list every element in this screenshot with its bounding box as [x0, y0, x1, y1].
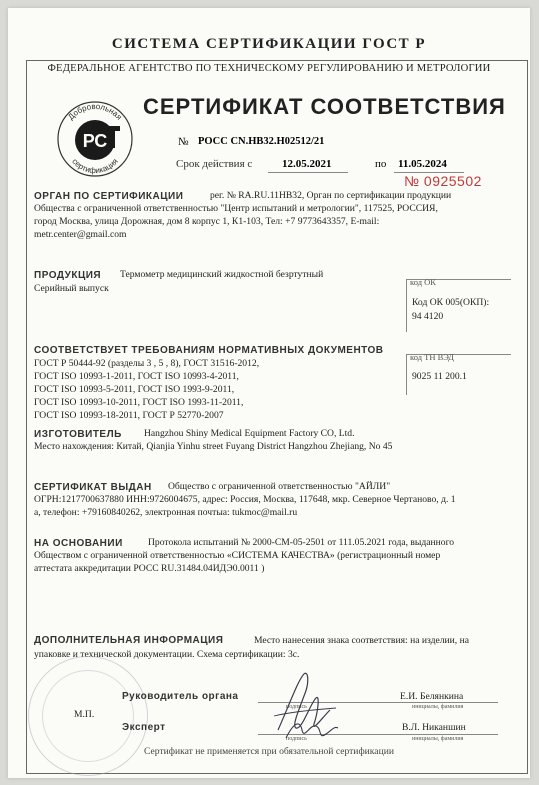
- expert-signature: [284, 716, 340, 746]
- ok-code-box-label: код ОК: [410, 277, 436, 287]
- seal-place-label: М.П.: [74, 709, 95, 720]
- standard-line: ГОСТ ISO 10993-10-2011, ГОСТ ISO 1993-11-2011,: [34, 397, 244, 408]
- valid-to-label: по: [375, 158, 387, 170]
- valid-to-date: 11.05.2024: [398, 158, 447, 170]
- issued-heading: СЕРТИФИКАТ ВЫДАН: [34, 482, 152, 493]
- number-sign: №: [178, 136, 189, 148]
- standard-line: ГОСТ ISO 10993-1-2011, ГОСТ ISO 10993-4-2011,: [34, 371, 239, 382]
- sign-caption: подпись: [286, 736, 307, 742]
- manufacturer-address: Место нахождения: Китай, Qianjia Yinhu street Fuyang District Hangzhou Zhejiang, No 45: [34, 441, 393, 452]
- product-serial: Серийный выпуск: [34, 283, 109, 294]
- additional-info-line: Место нанесения знака соответствия: на изделии, на: [254, 635, 469, 646]
- basis-heading: НА ОСНОВАНИИ: [34, 538, 123, 549]
- head-name: Е.И. Белянкина: [400, 691, 464, 702]
- standard-line: ГОСТ ISO 10993-18-2011, ГОСТ Р 52770-2007: [34, 410, 224, 421]
- basis-line: Протокола испытаний № 2000-СМ-05-2501 от 111.05.2021 года, выданного: [148, 537, 455, 548]
- basis-line: аттестата аккредитации РОСС RU.31484.04ИДЭ0.0011 ): [34, 563, 265, 574]
- standard-line: ГОСТ ISO 10993-5-2011, ГОСТ ISO 1993-9-2011,: [34, 384, 235, 395]
- rst-logo: [56, 100, 134, 178]
- valid-from-date: 12.05.2021: [282, 158, 332, 170]
- organ-line: рег. № RA.RU.11НВ32, Орган по сертификации продукции: [210, 190, 452, 201]
- organ-line: город Москва, улица Дорожная, дом 8 корпус 1, К1-103, Тел: +7 9773643357, E-mail:: [34, 216, 380, 227]
- svg-text:РС: РС: [82, 131, 108, 151]
- tnved-box-label: код ТН ВЭД: [410, 352, 454, 362]
- ok-code-value: 94 4120: [412, 311, 444, 322]
- organ-line: Общества с ограниченной ответственностью "Центр испытаний и метрологии", 117525, РОССИЯ,: [34, 203, 438, 214]
- product-name: Термометр медицинский жидкостной безртутный: [120, 269, 324, 280]
- expert-label: Эксперт: [122, 722, 166, 733]
- issued-line: а, телефон: +79160840262, электронная почтыа: tukmoc@mail.ru: [34, 507, 298, 518]
- sign-caption: подпись: [286, 704, 307, 710]
- conformity-heading: СООТВЕТСТВУЕТ ТРЕБОВАНИЯМ НОРМАТИВНЫХ ДОКУМЕНТОВ: [34, 345, 384, 356]
- footer-note: Сертификат не применяется при обязательной сертификации: [144, 746, 394, 757]
- certificate-number: РОСС CN.НВ32.Н02512/21: [198, 136, 325, 147]
- product-heading: ПРОДУКЦИЯ: [34, 270, 102, 281]
- date-underline: [268, 172, 348, 173]
- certificate-title: СЕРТИФИКАТ СООТВЕТСТВИЯ: [143, 94, 506, 119]
- head-label: Руководитель органа: [122, 691, 239, 702]
- certification-system-heading: СИСТЕМА СЕРТИФИКАЦИИ ГОСТ Р: [111, 36, 427, 52]
- svg-text:сертификация: сертификация: [70, 156, 120, 176]
- svg-text:Добровольная: Добровольная: [66, 101, 124, 122]
- organ-heading: ОРГАН ПО СЕРТИФИКАЦИИ: [34, 191, 184, 202]
- ok-code-label: Код ОК 005(ОКП):: [412, 297, 490, 308]
- basis-line: Обществом с ограниченной ответственностью «СИСТЕМА КАЧЕСТВА» (регистрационный номер: [34, 550, 441, 561]
- manufacturer-heading: ИЗГОТОВИТЕЛЬ: [34, 429, 122, 440]
- tnved-value: 9025 11 200.1: [412, 371, 467, 382]
- certificate-page: [8, 8, 530, 778]
- validity-label: Срок действия с: [176, 158, 253, 170]
- organ-line: metr.center@gmail.com: [34, 229, 127, 240]
- name-caption: инициалы, фамилия: [412, 704, 464, 710]
- standard-line: ГОСТ Р 50444-92 (разделы 3 , 5 , 8), ГОСТ 31516-2012,: [34, 358, 260, 369]
- name-caption: инициалы, фамилия: [412, 736, 464, 742]
- additional-info-line: упаковке и технической документации. Схема сертификации: 3с.: [34, 649, 300, 660]
- issued-line: Общество с ограниченной ответственностью "АЙЛИ": [168, 481, 391, 492]
- manufacturer-name: Hangzhou Shiny Medical Equipment Factory CO, Ltd.: [144, 428, 355, 439]
- issued-line: ОГРН:1217700637880 ИНН:9726004675, адрес: Россия, Москва, 117648, мкр. Северное Чертаново, д. 1: [34, 494, 456, 505]
- expert-name: В.Л. Никаншин: [402, 722, 466, 733]
- blank-serial-number: № 0925502: [404, 173, 482, 189]
- additional-info-heading: ДОПОЛНИТЕЛЬНАЯ ИНФОРМАЦИЯ: [34, 635, 224, 646]
- agency-heading: ФЕДЕРАЛЬНОЕ АГЕНТСТВО ПО ТЕХНИЧЕСКОМУ РЕГУЛИРОВАНИЮ И МЕТРОЛОГИИ: [47, 63, 491, 74]
